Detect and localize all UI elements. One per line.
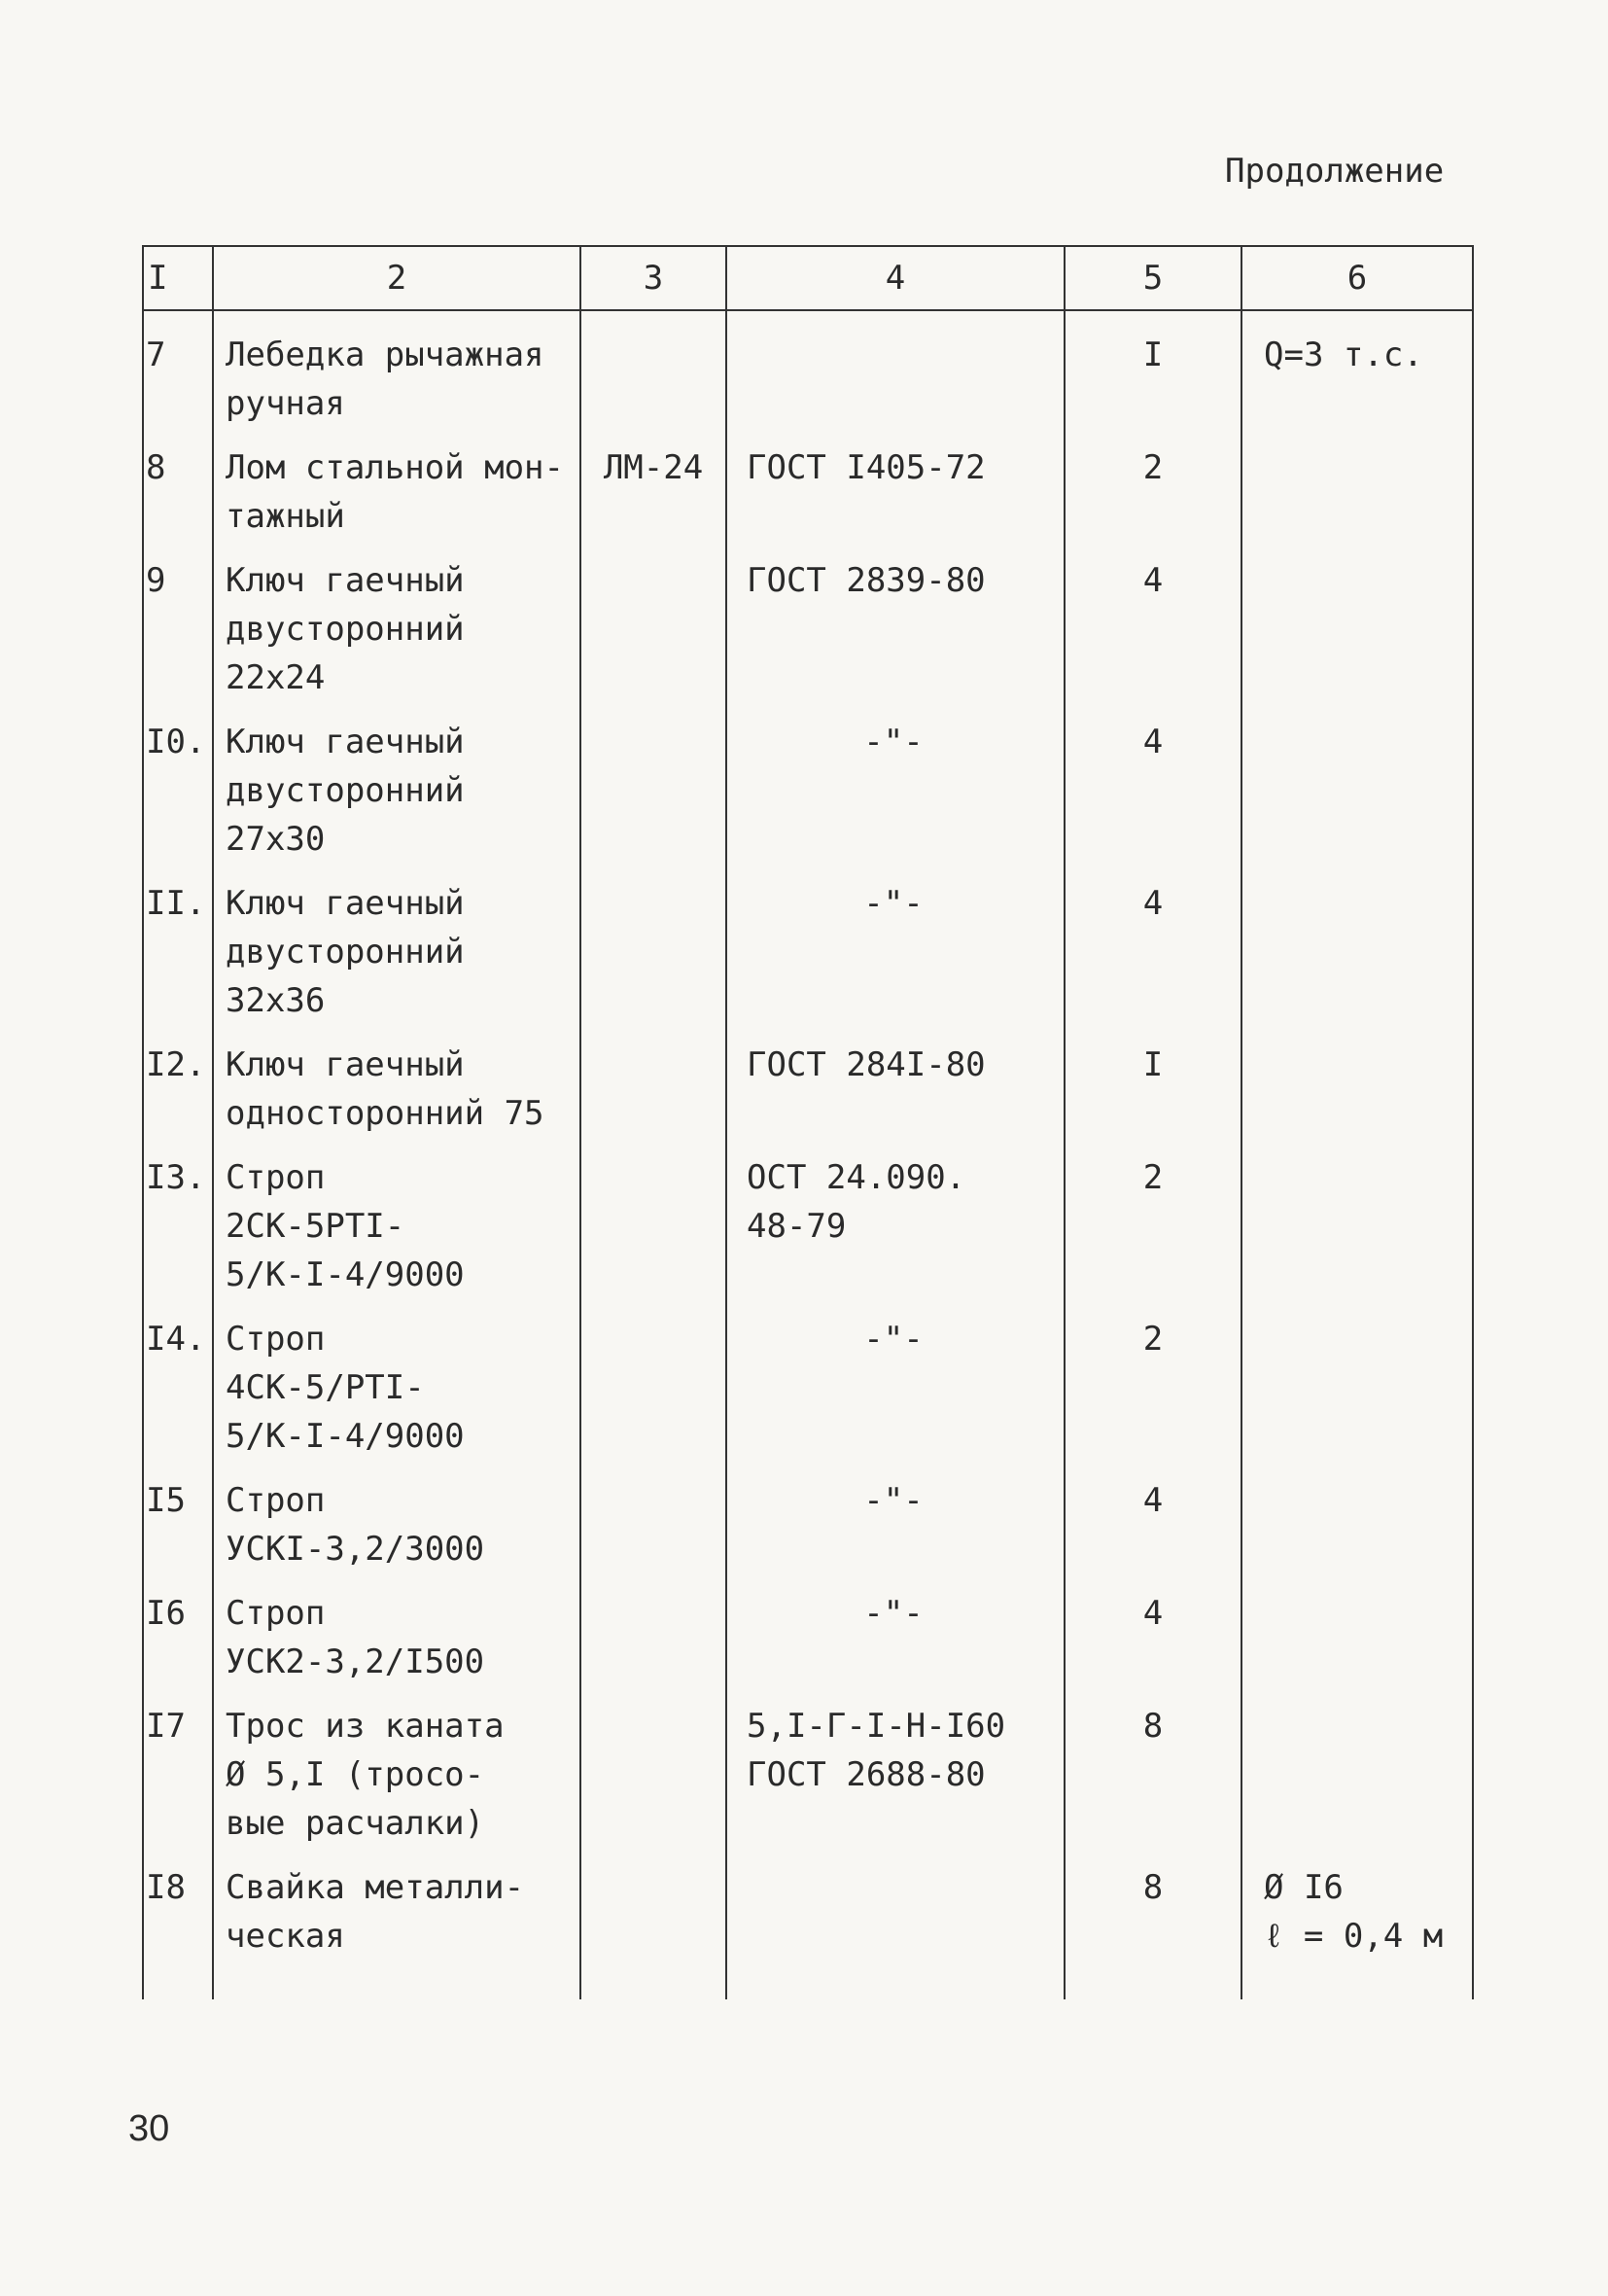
item-standard: ОСТ 24.090. 48-79: [726, 1146, 1065, 1307]
item-note: [1241, 548, 1473, 710]
item-name: Строп 2СК-5РТI- 5/К-I-4/9000: [213, 1146, 580, 1307]
column-header-4: 4: [726, 246, 1065, 310]
item-standard: 5,I-Г-I-Н-I60 ГОСТ 2688-80: [726, 1694, 1065, 1855]
item-note: [1241, 1581, 1473, 1694]
item-name: Ключ гаечный односторонний 75: [213, 1033, 580, 1146]
table-row: [143, 710, 1473, 871]
row-number: I0.: [143, 710, 213, 871]
table-row: [143, 310, 1473, 436]
item-mark: [580, 1468, 726, 1581]
item-mark: [580, 1581, 726, 1694]
row-number: I6: [143, 1581, 213, 1694]
item-note: Ø I6 ℓ = 0,4 м: [1241, 1855, 1473, 1999]
column-header-3: 3: [580, 246, 726, 310]
item-mark: [580, 1146, 726, 1307]
item-name: Ключ гаечный двусторонний 32x36: [213, 871, 580, 1033]
item-name: Строп УСК2-3,2/I500: [213, 1581, 580, 1694]
page-number: 30: [128, 2108, 170, 2149]
row-number: I2.: [143, 1033, 213, 1146]
item-mark: [580, 310, 726, 436]
item-note: [1241, 1468, 1473, 1581]
item-mark: [580, 1694, 726, 1855]
item-mark: [580, 548, 726, 710]
item-quantity: 4: [1065, 548, 1241, 710]
table-row: [143, 1033, 1473, 1146]
row-number: I7: [143, 1694, 213, 1855]
header-row: [143, 246, 1473, 310]
row-number: I4.: [143, 1307, 213, 1468]
item-note: [1241, 436, 1473, 548]
item-quantity: 2: [1065, 1146, 1241, 1307]
item-quantity: 2: [1065, 1307, 1241, 1468]
item-note: [1241, 1146, 1473, 1307]
row-number: I8: [143, 1855, 213, 1999]
table-row: [143, 1855, 1473, 1999]
table-row: [143, 1468, 1473, 1581]
item-mark: [580, 710, 726, 871]
table-row: [143, 548, 1473, 710]
item-name: Ключ гаечный двусторонний 22x24: [213, 548, 580, 710]
row-number: 8: [143, 436, 213, 548]
item-name: Строп 4СК-5/РТI- 5/К-I-4/9000: [213, 1307, 580, 1468]
item-mark: [580, 1307, 726, 1468]
table-row: [143, 1307, 1473, 1468]
row-number: I3.: [143, 1146, 213, 1307]
item-note: [1241, 1033, 1473, 1146]
item-standard: -"-: [726, 1581, 1065, 1694]
item-quantity: I: [1065, 1033, 1241, 1146]
table-row: [143, 1694, 1473, 1855]
column-header-2: 2: [213, 246, 580, 310]
item-quantity: 2: [1065, 436, 1241, 548]
item-quantity: 8: [1065, 1855, 1241, 1999]
item-standard: ГОСТ 284I-80: [726, 1033, 1065, 1146]
item-name: Строп УСКI-3,2/3000: [213, 1468, 580, 1581]
continuation-label: Продолжение: [1225, 152, 1445, 191]
item-note: [1241, 1694, 1473, 1855]
item-standard: [726, 1855, 1065, 1999]
item-standard: ГОСТ I405-72: [726, 436, 1065, 548]
column-header-5: 5: [1065, 246, 1241, 310]
item-standard: -"-: [726, 1468, 1065, 1581]
item-mark: [580, 1033, 726, 1146]
item-mark: [580, 1855, 726, 1999]
item-quantity: 4: [1065, 871, 1241, 1033]
table-row: [143, 1146, 1473, 1307]
item-quantity: 8: [1065, 1694, 1241, 1855]
item-note: [1241, 1307, 1473, 1468]
item-note: [1241, 871, 1473, 1033]
item-note: [1241, 710, 1473, 871]
item-name: Лебедка рычажная ручная: [213, 310, 580, 436]
item-standard: ГОСТ 2839-80: [726, 548, 1065, 710]
item-name: Лом стальной мон- тажный: [213, 436, 580, 548]
table-row: [143, 1581, 1473, 1694]
item-name: Трос из каната Ø 5,I (тросо- вые расчалки): [213, 1694, 580, 1855]
item-mark: [580, 871, 726, 1033]
item-standard: [726, 310, 1065, 436]
table-row: [143, 436, 1473, 548]
item-quantity: 4: [1065, 710, 1241, 871]
item-standard: -"-: [726, 1307, 1065, 1468]
item-standard: -"-: [726, 871, 1065, 1033]
item-quantity: 4: [1065, 1468, 1241, 1581]
row-number: I5: [143, 1468, 213, 1581]
item-name: Свайка металли- ческая: [213, 1855, 580, 1999]
item-name: Ключ гаечный двусторонний 27x30: [213, 710, 580, 871]
item-quantity: 4: [1065, 1581, 1241, 1694]
row-number: 7: [143, 310, 213, 436]
specification-table: [142, 245, 1474, 1999]
item-mark: ЛМ-24: [580, 436, 726, 548]
item-quantity: I: [1065, 310, 1241, 436]
row-number: II.: [143, 871, 213, 1033]
column-header-6: 6: [1241, 246, 1473, 310]
table-row: [143, 871, 1473, 1033]
item-standard: -"-: [726, 710, 1065, 871]
item-note: Q=3 т.с.: [1241, 310, 1473, 436]
row-number: 9: [143, 548, 213, 710]
column-header-1: I: [143, 246, 213, 310]
